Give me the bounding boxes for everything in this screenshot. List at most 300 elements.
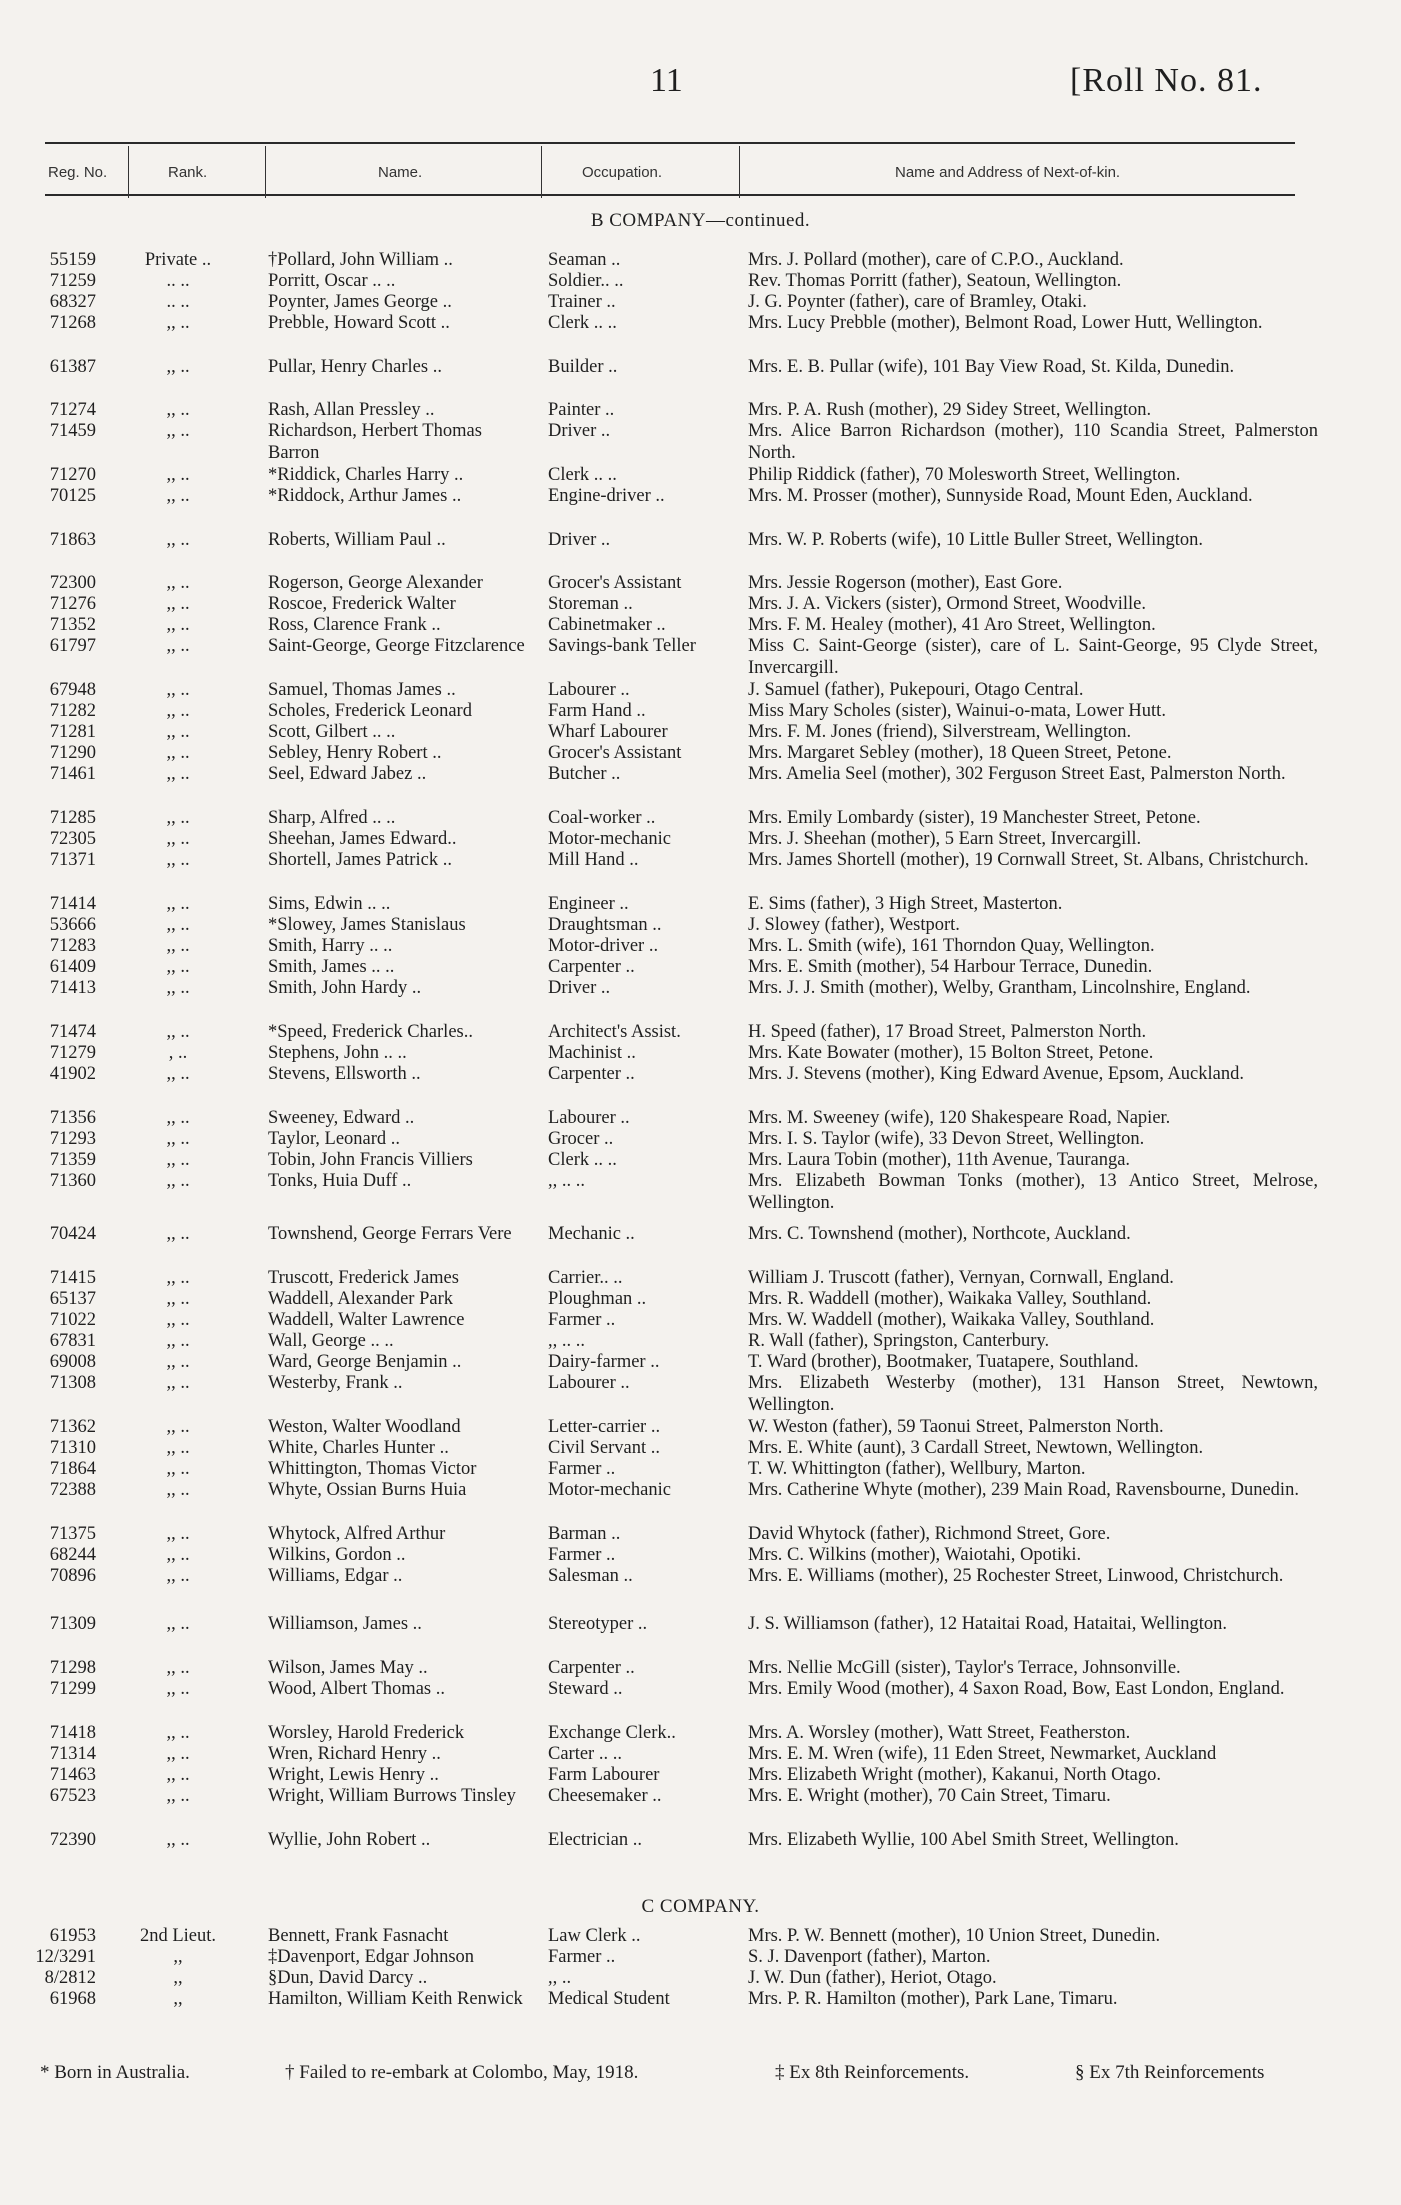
name-cell: Bennett, Frank Fasnacht bbox=[268, 1926, 449, 1946]
rank-cell: ,, .. bbox=[166, 1129, 190, 1149]
rank-cell: ,, .. bbox=[166, 894, 190, 914]
reg-no-cell: 71293 bbox=[49, 1129, 96, 1149]
next-of-kin-cell: Miss Mary Scholes (sister), Wainui-o-mata, Lower Hutt. bbox=[748, 701, 1166, 721]
rank-cell: ,, .. bbox=[166, 1566, 190, 1586]
name-cell: Sharp, Alfred .. .. bbox=[268, 808, 396, 828]
top-rule bbox=[45, 142, 1295, 144]
name-cell: Stevens, Ellsworth .. bbox=[268, 1064, 421, 1084]
column-header-name: Name. bbox=[378, 163, 423, 181]
rank-cell: ,, .. bbox=[166, 1064, 190, 1084]
occupation-cell: Builder .. bbox=[548, 357, 618, 377]
name-cell: Richardson, Herbert Thomas Barron bbox=[268, 421, 482, 463]
rank-cell: ,, .. bbox=[166, 1480, 190, 1500]
occupation-cell: Grocer's Assistant bbox=[548, 743, 682, 763]
name-cell: Ross, Clarence Frank .. bbox=[268, 615, 441, 635]
rank-cell: ,, .. bbox=[166, 936, 190, 956]
reg-no-cell: 71375 bbox=[49, 1524, 96, 1544]
rank-cell: .. .. bbox=[166, 292, 190, 312]
occupation-cell: Clerk .. .. bbox=[548, 465, 617, 485]
name-cell: Westerby, Frank .. bbox=[268, 1373, 403, 1393]
occupation-cell: Steward .. bbox=[548, 1679, 623, 1699]
occupation-cell: Electrician .. bbox=[548, 1830, 642, 1850]
name-cell: Rash, Allan Pressley .. bbox=[268, 400, 435, 420]
name-cell: Rogerson, George Alexander bbox=[268, 573, 483, 593]
occupation-cell: Architect's Assist. bbox=[548, 1022, 681, 1042]
reg-no-cell: 67831 bbox=[49, 1331, 96, 1351]
reg-no-cell: 67948 bbox=[49, 680, 96, 700]
name-cell: Whytock, Alfred Arthur bbox=[268, 1524, 446, 1544]
next-of-kin-cell: Mrs. Amelia Seel (mother), 302 Ferguson Street East, Palmerston North. bbox=[748, 764, 1286, 784]
next-of-kin-cell: Mrs. Kate Bowater (mother), 15 Bolton Street, Petone. bbox=[748, 1043, 1154, 1063]
occupation-cell: Civil Servant .. bbox=[548, 1438, 661, 1458]
reg-no-cell: 67523 bbox=[49, 1786, 96, 1806]
occupation-cell: Butcher .. bbox=[548, 764, 621, 784]
reg-no-cell: 71309 bbox=[49, 1614, 96, 1634]
name-cell: †Pollard, John William .. bbox=[268, 250, 453, 270]
occupation-cell: Storeman .. bbox=[548, 594, 633, 614]
reg-no-cell: 71314 bbox=[49, 1744, 96, 1764]
reg-no-cell: 41902 bbox=[49, 1064, 96, 1084]
reg-no-cell: 71308 bbox=[49, 1373, 96, 1393]
name-cell: Ward, George Benjamin .. bbox=[268, 1352, 462, 1372]
rank-cell: ,, .. bbox=[166, 701, 190, 721]
rank-cell: ,, .. bbox=[166, 808, 190, 828]
name-cell: §Dun, David Darcy .. bbox=[268, 1968, 428, 1988]
occupation-cell: Motor-mechanic bbox=[548, 829, 671, 849]
reg-no-cell: 71360 bbox=[49, 1171, 96, 1191]
name-cell: Worsley, Harold Frederick bbox=[268, 1723, 465, 1743]
rank-cell: ,, .. bbox=[166, 1679, 190, 1699]
occupation-cell: Farmer .. bbox=[548, 1947, 616, 1967]
next-of-kin-cell: Mrs. Laura Tobin (mother), 11th Avenue, Tauranga. bbox=[748, 1150, 1131, 1170]
rank-cell: ,, .. bbox=[166, 465, 190, 485]
next-of-kin-cell: Mrs. Elizabeth Bowman Tonks (mother), 13 Antico Street, Melrose, Wellington. bbox=[748, 1171, 1318, 1213]
rank-cell: ,, .. bbox=[166, 573, 190, 593]
occupation-cell: Dairy-farmer .. bbox=[548, 1352, 660, 1372]
footnote: † Failed to re-embark at Colombo, May, 1918. bbox=[285, 2062, 639, 2083]
name-cell: Scholes, Frederick Leonard bbox=[268, 701, 472, 721]
name-cell: Hamilton, William Keith Renwick bbox=[268, 1989, 523, 2009]
occupation-cell: Law Clerk .. bbox=[548, 1926, 641, 1946]
occupation-cell: Labourer .. bbox=[548, 1373, 630, 1393]
name-cell: Roberts, William Paul .. bbox=[268, 530, 446, 550]
occupation-cell: Grocer .. bbox=[548, 1129, 614, 1149]
reg-no-cell: 8/2812 bbox=[44, 1968, 96, 1988]
occupation-cell: Coal-worker .. bbox=[548, 808, 656, 828]
next-of-kin-cell: Mrs. Lucy Prebble (mother), Belmont Road, Lower Hutt, Wellington. bbox=[748, 313, 1263, 333]
section-title: B COMPANY—continued. bbox=[590, 210, 811, 231]
next-of-kin-cell: W. Weston (father), 59 Taonui Street, Palmerston North. bbox=[748, 1417, 1164, 1437]
rank-cell: ,, .. bbox=[166, 1723, 190, 1743]
reg-no-cell: 68244 bbox=[49, 1545, 96, 1565]
name-cell: Smith, John Hardy .. bbox=[268, 978, 422, 998]
name-cell: Wright, William Burrows Tinsley bbox=[268, 1786, 516, 1806]
next-of-kin-cell: Mrs. P. A. Rush (mother), 29 Sidey Street, Wellington. bbox=[748, 400, 1152, 420]
name-cell: *Riddick, Charles Harry .. bbox=[268, 465, 464, 485]
rank-cell: ,, .. bbox=[166, 829, 190, 849]
reg-no-cell: 70125 bbox=[49, 486, 96, 506]
next-of-kin-cell: Mrs. W. Waddell (mother), Waikaka Valley, Southland. bbox=[748, 1310, 1155, 1330]
name-cell: Samuel, Thomas James .. bbox=[268, 680, 456, 700]
reg-no-cell: 71259 bbox=[49, 271, 96, 291]
next-of-kin-cell: H. Speed (father), 17 Broad Street, Palmerston North. bbox=[748, 1022, 1147, 1042]
rank-cell: ,, .. bbox=[166, 850, 190, 870]
occupation-cell: Farmer .. bbox=[548, 1459, 616, 1479]
rank-cell: ,, .. bbox=[166, 722, 190, 742]
rank-cell: ,, bbox=[173, 1947, 183, 1967]
name-cell: Seel, Edward Jabez .. bbox=[268, 764, 427, 784]
occupation-cell: Seaman .. bbox=[548, 250, 621, 270]
next-of-kin-cell: Mrs. W. P. Roberts (wife), 10 Little Buller Street, Wellington. bbox=[748, 530, 1203, 550]
rank-cell: ,, .. bbox=[166, 1614, 190, 1634]
column-header-rank: Rank. bbox=[168, 163, 208, 181]
name-cell: Shortell, James Patrick .. bbox=[268, 850, 452, 870]
occupation-cell: Soldier.. .. bbox=[548, 271, 624, 291]
next-of-kin-cell: R. Wall (father), Springston, Canterbury. bbox=[748, 1331, 1050, 1351]
name-cell: *Riddock, Arthur James .. bbox=[268, 486, 462, 506]
rank-cell: ,, .. bbox=[166, 1459, 190, 1479]
next-of-kin-cell: J. Samuel (father), Pukepouri, Otago Central. bbox=[748, 680, 1084, 700]
name-cell: Wright, Lewis Henry .. bbox=[268, 1765, 439, 1785]
rank-cell: ,, .. bbox=[166, 1331, 190, 1351]
rank-cell: ,, .. bbox=[166, 486, 190, 506]
next-of-kin-cell: Mrs. E. M. Wren (wife), 11 Eden Street, Newmarket, Auckland bbox=[748, 1744, 1217, 1764]
occupation-cell: Trainer .. bbox=[548, 292, 616, 312]
reg-no-cell: 71463 bbox=[49, 1765, 96, 1785]
rank-cell: , .. bbox=[168, 1043, 188, 1063]
occupation-cell: Carpenter .. bbox=[548, 957, 635, 977]
reg-no-cell: 71459 bbox=[49, 421, 96, 441]
rank-cell: ,, .. bbox=[166, 1373, 190, 1393]
occupation-cell: Driver .. bbox=[548, 421, 611, 441]
occupation-cell: Driver .. bbox=[548, 978, 611, 998]
reg-no-cell: 61409 bbox=[49, 957, 96, 977]
next-of-kin-cell: Mrs. E. Smith (mother), 54 Harbour Terrace, Dunedin. bbox=[748, 957, 1153, 977]
rank-cell: ,, .. bbox=[166, 313, 190, 333]
occupation-cell: ,, .. bbox=[548, 1968, 572, 1988]
column-divider bbox=[541, 146, 542, 198]
roll-number: [Roll No. 81. bbox=[1070, 62, 1263, 99]
name-cell: Tonks, Huia Duff .. bbox=[268, 1171, 412, 1191]
name-cell: Wyllie, John Robert .. bbox=[268, 1830, 431, 1850]
occupation-cell: Exchange Clerk.. bbox=[548, 1723, 676, 1743]
occupation-cell: Wharf Labourer bbox=[548, 722, 668, 742]
rank-cell: ,, bbox=[173, 1968, 183, 1988]
next-of-kin-cell: Mrs. F. M. Healey (mother), 41 Aro Street, Wellington. bbox=[748, 615, 1156, 635]
reg-no-cell: 71352 bbox=[49, 615, 96, 635]
reg-no-cell: 71413 bbox=[49, 978, 96, 998]
page-number: 11 bbox=[650, 62, 683, 99]
name-cell: Stephens, John .. .. bbox=[268, 1043, 407, 1063]
name-cell: Williamson, James .. bbox=[268, 1614, 422, 1634]
rank-cell: ,, .. bbox=[166, 421, 190, 441]
name-cell: *Speed, Frederick Charles.. bbox=[268, 1022, 473, 1042]
rank-cell: ,, bbox=[173, 1989, 183, 2009]
name-cell: Porritt, Oscar .. .. bbox=[268, 271, 396, 291]
occupation-cell: Ploughman .. bbox=[548, 1289, 647, 1309]
next-of-kin-cell: S. J. Davenport (father), Marton. bbox=[748, 1947, 991, 1967]
next-of-kin-cell: T. W. Whittington (father), Wellbury, Marton. bbox=[748, 1459, 1086, 1479]
occupation-cell: Farm Hand .. bbox=[548, 701, 646, 721]
next-of-kin-cell: J. Slowey (father), Westport. bbox=[748, 915, 960, 935]
rank-cell: .. .. bbox=[166, 271, 190, 291]
rank-cell: ,, .. bbox=[166, 530, 190, 550]
name-cell: Truscott, Frederick James bbox=[268, 1268, 459, 1288]
reg-no-cell: 70896 bbox=[49, 1566, 96, 1586]
column-divider bbox=[265, 146, 266, 198]
rank-cell: ,, .. bbox=[166, 636, 190, 656]
next-of-kin-cell: Mrs. L. Smith (wife), 161 Thorndon Quay, Wellington. bbox=[748, 936, 1155, 956]
occupation-cell: Carpenter .. bbox=[548, 1658, 635, 1678]
reg-no-cell: 71285 bbox=[49, 808, 96, 828]
occupation-cell: Medical Student bbox=[548, 1989, 670, 2009]
next-of-kin-cell: E. Sims (father), 3 High Street, Masterton. bbox=[748, 894, 1063, 914]
rank-cell: ,, .. bbox=[166, 1786, 190, 1806]
name-cell: Smith, James .. .. bbox=[268, 957, 395, 977]
next-of-kin-cell: Mrs. Elizabeth Westerby (mother), 131 Hanson Street, Newtown, Wellington. bbox=[748, 1373, 1318, 1415]
next-of-kin-cell: Mrs. Margaret Sebley (mother), 18 Queen Street, Petone. bbox=[748, 743, 1172, 763]
name-cell: White, Charles Hunter .. bbox=[268, 1438, 449, 1458]
occupation-cell: Farmer .. bbox=[548, 1545, 616, 1565]
next-of-kin-cell: Rev. Thomas Porritt (father), Seatoun, Wellington. bbox=[748, 271, 1122, 291]
rank-cell: ,, .. bbox=[166, 1545, 190, 1565]
occupation-cell: Mill Hand .. bbox=[548, 850, 639, 870]
reg-no-cell: 69008 bbox=[49, 1352, 96, 1372]
occupation-cell: Letter-carrier .. bbox=[548, 1417, 661, 1437]
reg-no-cell: 72390 bbox=[49, 1830, 96, 1850]
occupation-cell: Farm Labourer bbox=[548, 1765, 660, 1785]
occupation-cell: Carrier.. .. bbox=[548, 1268, 623, 1288]
reg-no-cell: 70424 bbox=[49, 1224, 96, 1244]
name-cell: Whyte, Ossian Burns Huia bbox=[268, 1480, 467, 1500]
rank-cell: ,, .. bbox=[166, 764, 190, 784]
reg-no-cell: 71418 bbox=[49, 1723, 96, 1743]
occupation-cell: Machinist .. bbox=[548, 1043, 636, 1063]
rank-cell: Private .. bbox=[144, 250, 212, 270]
occupation-cell: Labourer .. bbox=[548, 680, 630, 700]
next-of-kin-cell: Mrs. C. Townshend (mother), Northcote, Auckland. bbox=[748, 1224, 1131, 1244]
column-header-occupation: Occupation. bbox=[582, 163, 663, 181]
next-of-kin-cell: Mrs. E. White (aunt), 3 Cardall Street, Newtown, Wellington. bbox=[748, 1438, 1204, 1458]
name-cell: Waddell, Alexander Park bbox=[268, 1289, 453, 1309]
reg-no-cell: 71298 bbox=[49, 1658, 96, 1678]
next-of-kin-cell: Mrs. A. Worsley (mother), Watt Street, Featherston. bbox=[748, 1723, 1131, 1743]
footnote: * Born in Australia. bbox=[40, 2062, 190, 2083]
reg-no-cell: 61797 bbox=[49, 636, 96, 656]
next-of-kin-cell: Philip Riddick (father), 70 Molesworth Street, Wellington. bbox=[748, 465, 1181, 485]
reg-no-cell: 72305 bbox=[49, 829, 96, 849]
rank-cell: ,, .. bbox=[166, 1438, 190, 1458]
name-cell: Scott, Gilbert .. .. bbox=[268, 722, 396, 742]
next-of-kin-cell: Mrs. Catherine Whyte (mother), 239 Main Road, Ravensbourne, Dunedin. bbox=[748, 1480, 1299, 1500]
name-cell: Sebley, Henry Robert .. bbox=[268, 743, 442, 763]
name-cell: Wilkins, Gordon .. bbox=[268, 1545, 406, 1565]
reg-no-cell: 71356 bbox=[49, 1108, 96, 1128]
rank-cell: ,, .. bbox=[166, 594, 190, 614]
next-of-kin-cell: Mrs. Jessie Rogerson (mother), East Gore. bbox=[748, 573, 1063, 593]
occupation-cell: Motor-driver .. bbox=[548, 936, 659, 956]
column-header-next-of-kin: Name and Address of Next-of-kin. bbox=[895, 163, 1121, 181]
reg-no-cell: 71371 bbox=[49, 850, 96, 870]
reg-no-cell: 71279 bbox=[49, 1043, 96, 1063]
next-of-kin-cell: Mrs. E. B. Pullar (wife), 101 Bay View Road, St. Kilda, Dunedin. bbox=[748, 357, 1235, 377]
reg-no-cell: 53666 bbox=[49, 915, 96, 935]
rank-cell: ,, .. bbox=[166, 1417, 190, 1437]
occupation-cell: Labourer .. bbox=[548, 1108, 630, 1128]
next-of-kin-cell: Mrs. Nellie McGill (sister), Taylor's Terrace, Johnsonville. bbox=[748, 1658, 1181, 1678]
next-of-kin-cell: J. S. Williamson (father), 12 Hataitai Road, Hataitai, Wellington. bbox=[748, 1614, 1228, 1634]
name-cell: Williams, Edgar .. bbox=[268, 1566, 403, 1586]
reg-no-cell: 71022 bbox=[49, 1310, 96, 1330]
name-cell: Smith, Harry .. .. bbox=[268, 936, 393, 956]
reg-no-cell: 71282 bbox=[49, 701, 96, 721]
name-cell: Sheehan, James Edward.. bbox=[268, 829, 457, 849]
column-divider bbox=[739, 146, 740, 198]
next-of-kin-cell: Mrs. Emily Lombardy (sister), 19 Manchester Street, Petone. bbox=[748, 808, 1201, 828]
occupation-cell: Mechanic .. bbox=[548, 1224, 635, 1244]
next-of-kin-cell: Mrs. M. Prosser (mother), Sunnyside Road, Mount Eden, Auckland. bbox=[748, 486, 1253, 506]
next-of-kin-cell: Mrs. James Shortell (mother), 19 Cornwall Street, St. Albans, Christchurch. bbox=[748, 850, 1309, 870]
occupation-cell: Farmer .. bbox=[548, 1310, 616, 1330]
name-cell: Sweeney, Edward .. bbox=[268, 1108, 415, 1128]
next-of-kin-cell: Mrs. Elizabeth Wyllie, 100 Abel Smith Street, Wellington. bbox=[748, 1830, 1179, 1850]
occupation-cell: Cheesemaker .. bbox=[548, 1786, 662, 1806]
next-of-kin-cell: Mrs. E. Williams (mother), 25 Rochester Street, Linwood, Christchurch. bbox=[748, 1566, 1284, 1586]
rank-cell: ,, .. bbox=[166, 1150, 190, 1170]
next-of-kin-cell: William J. Truscott (father), Vernyan, Cornwall, England. bbox=[748, 1268, 1174, 1288]
next-of-kin-cell: Mrs. P. W. Bennett (mother), 10 Union Street, Dunedin. bbox=[748, 1926, 1161, 1946]
reg-no-cell: 71283 bbox=[49, 936, 96, 956]
name-cell: Taylor, Leonard .. bbox=[268, 1129, 401, 1149]
next-of-kin-cell: J. G. Poynter (father), care of Bramley, Otaki. bbox=[748, 292, 1087, 312]
reg-no-cell: 71281 bbox=[49, 722, 96, 742]
name-cell: Sims, Edwin .. .. bbox=[268, 894, 391, 914]
rank-cell: ,, .. bbox=[166, 1022, 190, 1042]
reg-no-cell: 12/3291 bbox=[35, 1947, 96, 1967]
occupation-cell: ,, .. .. bbox=[548, 1331, 585, 1351]
occupation-cell: Engine-driver .. bbox=[548, 486, 665, 506]
next-of-kin-cell: T. Ward (brother), Bootmaker, Tuatapere, Southland. bbox=[748, 1352, 1139, 1372]
reg-no-cell: 55159 bbox=[49, 250, 96, 270]
reg-no-cell: 65137 bbox=[49, 1289, 96, 1309]
reg-no-cell: 71362 bbox=[49, 1417, 96, 1437]
reg-no-cell: 71268 bbox=[49, 313, 96, 333]
next-of-kin-cell: Mrs. F. M. Jones (friend), Silverstream, Wellington. bbox=[748, 722, 1132, 742]
next-of-kin-cell: Mrs. Elizabeth Wright (mother), Kakanui, North Otago. bbox=[748, 1765, 1162, 1785]
occupation-cell: Engineer .. bbox=[548, 894, 629, 914]
reg-no-cell: 71274 bbox=[49, 400, 96, 420]
reg-no-cell: 71461 bbox=[49, 764, 96, 784]
rank-cell: ,, .. bbox=[166, 400, 190, 420]
name-cell: Tobin, John Francis Villiers bbox=[268, 1150, 473, 1170]
occupation-cell: Painter .. bbox=[548, 400, 615, 420]
reg-no-cell: 71359 bbox=[49, 1150, 96, 1170]
rank-cell: ,, .. bbox=[166, 978, 190, 998]
rank-cell: ,, .. bbox=[166, 1289, 190, 1309]
reg-no-cell: 72388 bbox=[49, 1480, 96, 1500]
name-cell: Wren, Richard Henry .. bbox=[268, 1744, 441, 1764]
next-of-kin-cell: Mrs. Emily Wood (mother), 4 Saxon Road, Bow, East London, England. bbox=[748, 1679, 1285, 1699]
next-of-kin-cell: Mrs. J. Stevens (mother), King Edward Avenue, Epsom, Auckland. bbox=[748, 1064, 1244, 1084]
name-cell: Whittington, Thomas Victor bbox=[268, 1459, 477, 1479]
occupation-cell: Grocer's Assistant bbox=[548, 573, 682, 593]
reg-no-cell: 71864 bbox=[49, 1459, 96, 1479]
reg-no-cell: 71290 bbox=[49, 743, 96, 763]
rank-cell: 2nd Lieut. bbox=[139, 1926, 217, 1946]
next-of-kin-cell: J. W. Dun (father), Heriot, Otago. bbox=[748, 1968, 997, 1988]
section-title: C COMPANY. bbox=[641, 1896, 760, 1917]
next-of-kin-cell: Mrs. I. S. Taylor (wife), 33 Devon Street, Wellington. bbox=[748, 1129, 1145, 1149]
reg-no-cell: 71276 bbox=[49, 594, 96, 614]
next-of-kin-cell: Mrs. Alice Barron Richardson (mother), 110 Scandia Street, Palmerston North. bbox=[748, 421, 1318, 463]
occupation-cell: Motor-mechanic bbox=[548, 1480, 671, 1500]
rank-cell: ,, .. bbox=[166, 680, 190, 700]
next-of-kin-cell: Mrs. J. J. Smith (mother), Welby, Grantham, Lincolnshire, England. bbox=[748, 978, 1251, 998]
name-cell: *Slowey, James Stanislaus bbox=[268, 915, 466, 935]
name-cell: Pullar, Henry Charles .. bbox=[268, 357, 442, 377]
next-of-kin-cell: David Whytock (father), Richmond Street, Gore. bbox=[748, 1524, 1111, 1544]
rank-cell: ,, .. bbox=[166, 1524, 190, 1544]
name-cell: Waddell, Walter Lawrence bbox=[268, 1310, 465, 1330]
occupation-cell: Barman .. bbox=[548, 1524, 621, 1544]
column-divider bbox=[128, 146, 129, 198]
reg-no-cell: 71415 bbox=[49, 1268, 96, 1288]
next-of-kin-cell: Mrs. J. Pollard (mother), care of C.P.O., Auckland. bbox=[748, 250, 1124, 270]
name-cell: Prebble, Howard Scott .. bbox=[268, 313, 450, 333]
reg-no-cell: 72300 bbox=[49, 573, 96, 593]
name-cell: Townshend, George Ferrars Vere bbox=[268, 1224, 512, 1244]
occupation-cell: ,, .. .. bbox=[548, 1171, 585, 1191]
occupation-cell: Stereotyper .. bbox=[548, 1614, 648, 1634]
reg-no-cell: 71299 bbox=[49, 1679, 96, 1699]
next-of-kin-cell: Mrs. P. R. Hamilton (mother), Park Lane, Timaru. bbox=[748, 1989, 1118, 2009]
reg-no-cell: 61953 bbox=[49, 1926, 96, 1946]
occupation-cell: Salesman .. bbox=[548, 1566, 633, 1586]
occupation-cell: Driver .. bbox=[548, 530, 611, 550]
reg-no-cell: 71863 bbox=[49, 530, 96, 550]
rank-cell: ,, .. bbox=[166, 915, 190, 935]
next-of-kin-cell: Miss C. Saint-George (sister), care of L. Saint-George, 95 Clyde Street, Invercargill. bbox=[748, 636, 1318, 678]
reg-no-cell: 71414 bbox=[49, 894, 96, 914]
occupation-cell: Carter .. .. bbox=[548, 1744, 622, 1764]
rank-cell: ,, .. bbox=[166, 1830, 190, 1850]
occupation-cell: Carpenter .. bbox=[548, 1064, 635, 1084]
reg-no-cell: 71310 bbox=[49, 1438, 96, 1458]
rank-cell: ,, .. bbox=[166, 957, 190, 977]
rank-cell: ,, .. bbox=[166, 1171, 190, 1191]
rank-cell: ,, .. bbox=[166, 357, 190, 377]
reg-no-cell: 61968 bbox=[49, 1989, 96, 2009]
occupation-cell: Draughtsman .. bbox=[548, 915, 662, 935]
name-cell: Wilson, James May .. bbox=[268, 1658, 428, 1678]
footnote: § Ex 7th Reinforcements bbox=[1075, 2062, 1265, 2083]
name-cell: Poynter, James George .. bbox=[268, 292, 452, 312]
reg-no-cell: 68327 bbox=[49, 292, 96, 312]
next-of-kin-cell: Mrs. M. Sweeney (wife), 120 Shakespeare Road, Napier. bbox=[748, 1108, 1171, 1128]
column-header-reg-no: Reg. No. bbox=[48, 163, 108, 181]
name-cell: Roscoe, Frederick Walter bbox=[268, 594, 456, 614]
rank-cell: ,, .. bbox=[166, 1658, 190, 1678]
header-bottom-rule bbox=[45, 194, 1295, 196]
rank-cell: ,, .. bbox=[166, 1108, 190, 1128]
next-of-kin-cell: Mrs. E. Wright (mother), 70 Cain Street, Timaru. bbox=[748, 1786, 1111, 1806]
next-of-kin-cell: Mrs. J. A. Vickers (sister), Ormond Street, Woodville. bbox=[748, 594, 1147, 614]
name-cell: Saint-George, George Fitzclarence bbox=[268, 636, 525, 656]
rank-cell: ,, .. bbox=[166, 1765, 190, 1785]
rank-cell: ,, .. bbox=[166, 1744, 190, 1764]
rank-cell: ,, .. bbox=[166, 1310, 190, 1330]
reg-no-cell: 61387 bbox=[49, 357, 96, 377]
